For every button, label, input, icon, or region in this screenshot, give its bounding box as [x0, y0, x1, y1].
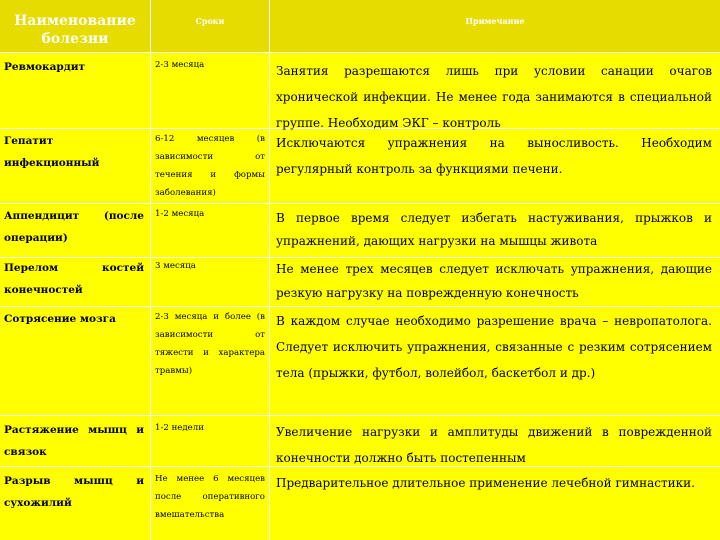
- header-terms: Сроки: [195, 16, 225, 26]
- notes-cell: Не менее трех месяцев следует исключать упражнения, дающие резкую нагрузку на поврежденную конечность: [276, 262, 712, 300]
- header-cell-terms: [151, 0, 269, 52]
- terms-cell: 2-3 месяца и более (в зависимости от тяжести и характера травмы): [155, 312, 265, 376]
- notes-cell: Увеличение нагрузки и амплитуды движений в поврежденной конечности должно быть постепенным: [276, 425, 712, 465]
- disease-cell: Гепатит инфекционный: [4, 135, 100, 169]
- disease-cell: Растяжение мышц и связок: [4, 424, 144, 458]
- header-notes: Примечание: [465, 16, 525, 26]
- disease-cell: Аппендицит (после операции): [4, 210, 144, 244]
- notes-cell: В каждом случае необходимо разрешение врача – невропатолога. Следует исключить упражнения, связанные с резким сотрясением тела (прыжки, футбол, волейбол, баскетбол и др.): [276, 314, 712, 380]
- terms-cell: Не менее 6 месяцев после оперативного вмешательства: [155, 474, 265, 520]
- disease-cell: Ревмокардит: [4, 61, 86, 73]
- row-divider: [0, 306, 720, 307]
- header-disease: Наименование болезни: [14, 13, 136, 47]
- row-divider: [0, 203, 720, 204]
- notes-cell: Предварительное длительное применение лечебной гимнастики.: [276, 476, 695, 490]
- header-cell-disease: [0, 0, 150, 52]
- terms-cell: 2-3 месяца: [155, 60, 205, 70]
- row-divider: [0, 52, 720, 53]
- terms-cell: 3 месяца: [155, 261, 196, 271]
- header-cell-notes: [270, 0, 720, 52]
- row-divider: [0, 415, 720, 416]
- disease-cell: Перелом костей конечностей: [4, 262, 144, 296]
- terms-cell: 1-2 недели: [155, 423, 204, 433]
- column-divider: [269, 0, 270, 540]
- notes-cell: Исключаются упражнения на выносливость. Необходим регулярный контроль за функциями печени.: [276, 136, 712, 176]
- notes-cell: Занятия разрешаются лишь при условии санации очагов хронической инфекции. Не менее года занимаются в специальной группе. Необходим ЭКГ – контроль: [276, 64, 712, 130]
- column-divider: [150, 0, 151, 540]
- terms-cell: 1-2 месяца: [155, 209, 205, 219]
- disease-cell: Сотрясение мозга: [4, 313, 116, 325]
- disease-cell: Разрыв мышц и сухожилий: [4, 475, 144, 509]
- notes-cell: В первое время следует избегать настуживания, прыжков и упражнений, дающих нагрузки на мышцы живота: [276, 211, 712, 248]
- terms-cell: 6-12 месяцев (в зависимости от течения и формы заболевания): [155, 134, 265, 198]
